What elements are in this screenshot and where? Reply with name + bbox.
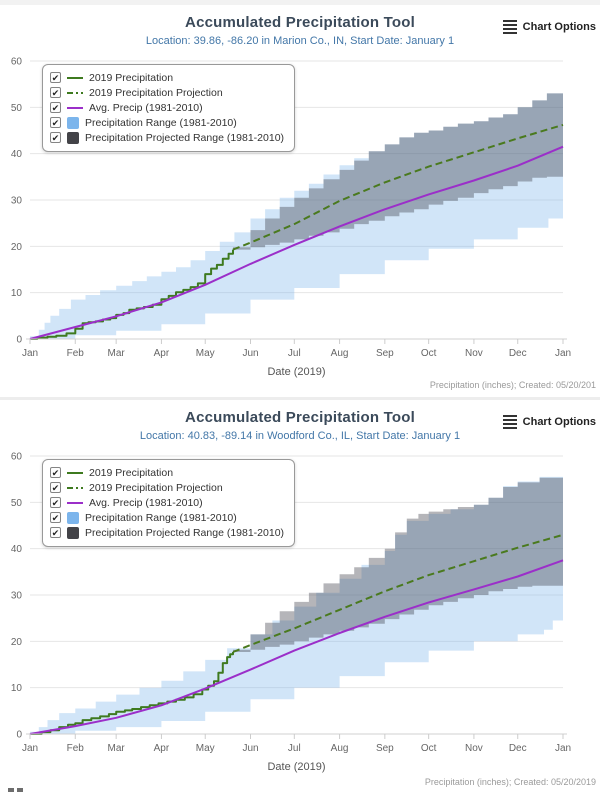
x-tick-label: Aug xyxy=(330,743,349,754)
hamburger-icon xyxy=(503,20,517,34)
legend-item-label: 2019 Precipitation xyxy=(89,466,174,479)
legend-dashed-line-icon xyxy=(67,487,83,489)
legend-item-label: 2019 Precipitation xyxy=(89,71,174,84)
hamburger-icon xyxy=(503,415,517,429)
legend-item-label: Precipitation Range (1981-2010) xyxy=(85,511,237,524)
x-axis-title: Date (2019) xyxy=(267,366,326,378)
chart-options-label: Chart Options xyxy=(522,21,596,33)
x-axis-title: Date (2019) xyxy=(267,761,326,773)
x-tick-label: Apr xyxy=(153,743,170,754)
legend-checkbox-checked[interactable]: ✔ xyxy=(51,133,60,143)
legend-item[interactable] xyxy=(50,495,284,510)
x-tick-label: Nov xyxy=(465,743,483,754)
x-tick-label: Jan xyxy=(21,743,39,754)
x-tick-label: Sep xyxy=(375,743,394,754)
legend-item[interactable] xyxy=(50,510,284,525)
legend-swatch-icon xyxy=(67,117,79,129)
legend-checkbox-checked[interactable]: ✔ xyxy=(51,483,60,493)
chart-title: Accumulated Precipitation Tool xyxy=(185,14,415,31)
legend-item[interactable] xyxy=(50,480,284,495)
legend-item[interactable] xyxy=(50,115,284,130)
x-tick-label: Jun xyxy=(242,743,259,754)
y-tick-label: 60 xyxy=(10,56,22,68)
x-tick-label: Oct xyxy=(420,743,437,754)
legend-checkbox-checked[interactable]: ✔ xyxy=(51,73,60,83)
y-tick-label: 20 xyxy=(10,241,22,253)
legend-item[interactable] xyxy=(50,525,284,540)
chart-title: Accumulated Precipitation Tool xyxy=(185,409,415,426)
x-tick-label: Jan xyxy=(554,743,572,754)
chart-options-button[interactable] xyxy=(503,20,596,34)
chart-options-label: Chart Options xyxy=(522,416,596,428)
y-tick-label: 20 xyxy=(10,636,22,648)
y-tick-label: 10 xyxy=(10,288,22,300)
x-tick-label: Jul xyxy=(287,348,301,359)
legend-item[interactable] xyxy=(50,465,284,480)
chart-card-marion xyxy=(0,0,600,397)
legend-item[interactable] xyxy=(50,85,284,100)
chart-footnote: Precipitation (inches); Created: 05/20/2019 xyxy=(424,777,596,787)
legend-swatch-icon xyxy=(67,132,79,144)
x-tick-label: Dec xyxy=(508,348,527,359)
legend-checkbox-checked[interactable]: ✔ xyxy=(51,103,60,113)
legend-checkbox-checked[interactable]: ✔ xyxy=(51,468,60,478)
chart-subtitle: Location: 40.83, -89.14 in Woodford Co., IL, Start Date: January 1 xyxy=(139,430,461,442)
x-tick-label: May xyxy=(195,743,215,754)
x-tick-label: Mar xyxy=(107,348,125,359)
x-tick-label: Jun xyxy=(242,348,259,359)
legend-item[interactable] xyxy=(50,100,284,115)
y-tick-label: 0 xyxy=(16,334,22,346)
legend-item[interactable] xyxy=(50,130,284,145)
legend-line-icon xyxy=(67,77,83,79)
x-tick-label: May xyxy=(195,348,215,359)
legend-checkbox-checked[interactable]: ✔ xyxy=(51,513,60,523)
legend-item[interactable] xyxy=(50,70,284,85)
x-tick-label: Feb xyxy=(66,743,84,754)
x-tick-label: Feb xyxy=(66,348,84,359)
legend-box xyxy=(42,64,295,152)
legend-swatch-icon xyxy=(67,527,79,539)
legend-line-icon xyxy=(67,107,83,109)
legend-item-label: Precipitation Projected Range (1981-2010) xyxy=(85,131,285,144)
x-tick-label: Jan xyxy=(21,348,39,359)
legend-checkbox-checked[interactable]: ✔ xyxy=(51,118,60,128)
legend-checkbox-checked[interactable]: ✔ xyxy=(51,498,60,508)
y-tick-label: 0 xyxy=(16,729,22,741)
x-tick-label: Dec xyxy=(508,743,527,754)
x-tick-label: Jan xyxy=(554,348,572,359)
legend-line-icon xyxy=(67,472,83,474)
legend-checkbox-checked[interactable]: ✔ xyxy=(51,88,60,98)
x-tick-label: Apr xyxy=(153,348,170,359)
legend-box xyxy=(42,459,295,547)
legend-item-label: Avg. Precip (1981-2010) xyxy=(89,101,203,114)
y-tick-label: 10 xyxy=(10,683,22,695)
chart-plot-area xyxy=(0,49,600,397)
chart-options-button[interactable] xyxy=(503,415,596,429)
legend-item-label: 2019 Precipitation Projection xyxy=(89,481,223,494)
x-tick-label: Mar xyxy=(107,743,125,754)
legend-item-label: Precipitation Projected Range (1981-2010) xyxy=(85,526,285,539)
y-tick-label: 30 xyxy=(10,195,22,207)
legend-swatch-icon xyxy=(67,512,79,524)
y-tick-label: 50 xyxy=(10,102,22,114)
y-tick-label: 40 xyxy=(10,149,22,161)
legend-item-label: Avg. Precip (1981-2010) xyxy=(89,496,203,509)
legend-item-label: 2019 Precipitation Projection xyxy=(89,86,223,99)
legend-checkbox-checked[interactable]: ✔ xyxy=(51,528,60,538)
x-tick-label: Sep xyxy=(375,348,394,359)
clipped-next-section-artifact xyxy=(8,788,23,792)
y-tick-label: 40 xyxy=(10,544,22,556)
chart-plot-area xyxy=(0,444,600,794)
legend-line-icon xyxy=(67,502,83,504)
y-tick-label: 50 xyxy=(10,497,22,509)
y-tick-label: 60 xyxy=(10,451,22,463)
legend-dashed-line-icon xyxy=(67,92,83,94)
x-tick-label: Nov xyxy=(465,348,483,359)
chart-subtitle: Location: 39.86, -86.20 in Marion Co., IN, Start Date: January 1 xyxy=(145,35,455,47)
legend-item-label: Precipitation Range (1981-2010) xyxy=(85,116,237,129)
y-tick-label: 30 xyxy=(10,590,22,602)
x-tick-label: Jul xyxy=(287,743,301,754)
x-tick-label: Oct xyxy=(420,348,437,359)
chart-footnote: Precipitation (inches); Created: 05/20/201 xyxy=(429,380,596,390)
chart-card-woodford xyxy=(0,397,600,800)
x-tick-label: Aug xyxy=(330,348,349,359)
